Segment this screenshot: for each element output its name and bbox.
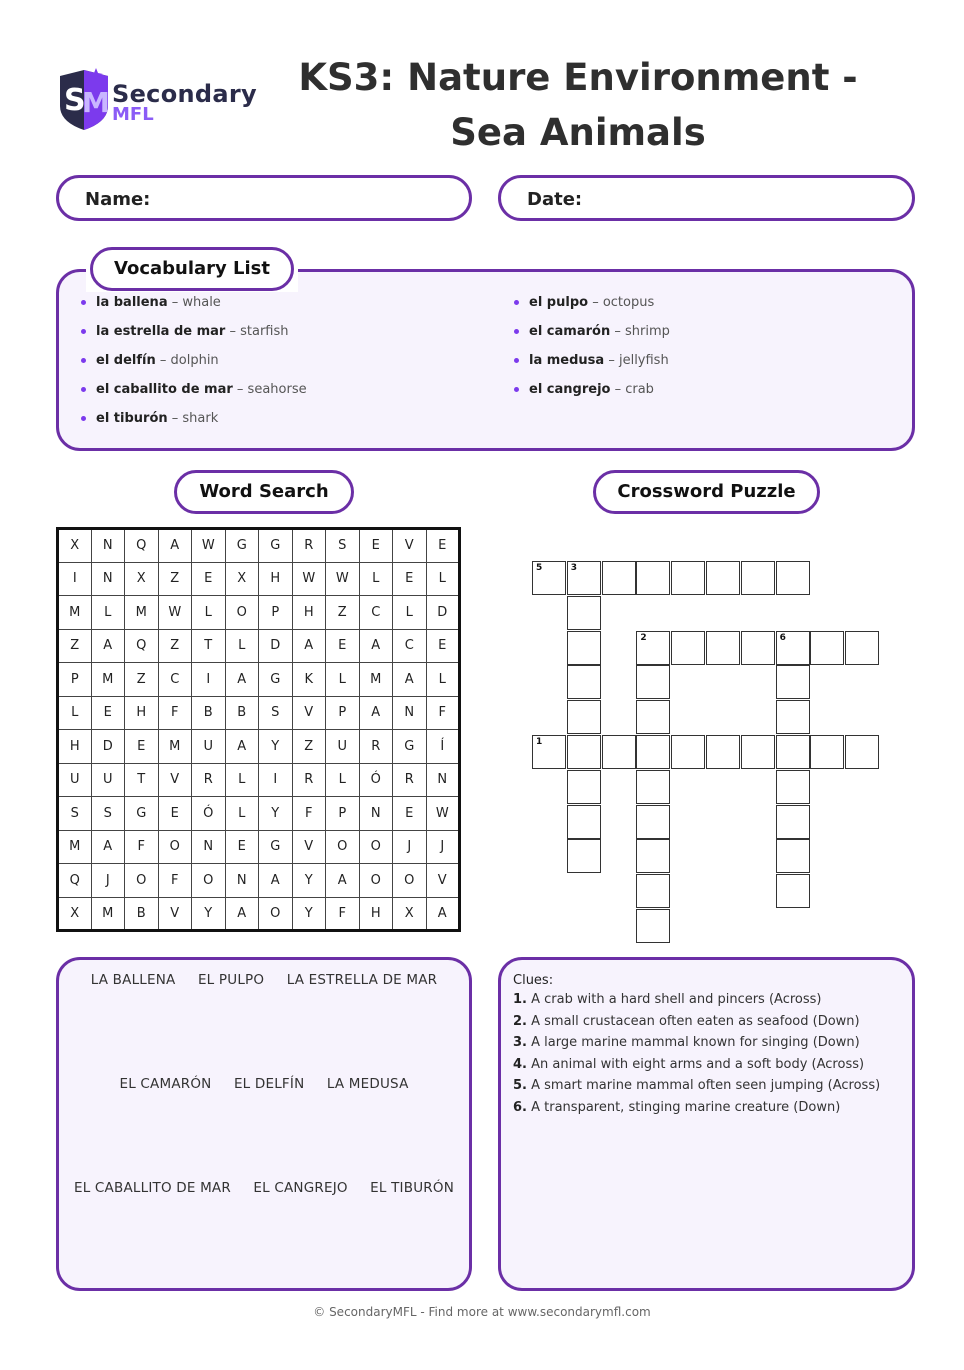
vocab-item: el pulpo – octopus xyxy=(511,293,891,322)
word-list-item: EL TIBURÓN xyxy=(370,1180,454,1196)
word-search-cell[interactable]: V xyxy=(292,830,326,864)
word-search-cell[interactable]: S xyxy=(326,529,360,563)
vocabulary-list-right xyxy=(511,293,891,409)
word-search-cell[interactable]: Y xyxy=(292,897,326,931)
word-search-cell[interactable]: E xyxy=(359,529,393,563)
logo xyxy=(58,66,108,132)
crossword-cell[interactable] xyxy=(776,631,810,665)
word-search-cell[interactable]: M xyxy=(359,663,393,697)
word-list-panel xyxy=(56,957,472,1291)
page-title: KS3: Nature Environment - Sea Animals xyxy=(298,56,858,154)
crossword-cell[interactable] xyxy=(810,631,844,665)
word-search-cell[interactable]: E xyxy=(426,629,460,663)
crossword-cell[interactable] xyxy=(776,665,810,699)
word-search-row xyxy=(58,864,460,898)
word-search-cell[interactable]: L xyxy=(225,629,259,663)
word-search-cell[interactable]: B xyxy=(225,696,259,730)
clue-item: 2. A small crustacean often eaten as seafood (Down) xyxy=(513,1013,860,1029)
word-search-cell[interactable]: W xyxy=(292,562,326,596)
word-search-cell[interactable]: U xyxy=(326,730,360,764)
word-search-cell[interactable]: U xyxy=(192,730,226,764)
footer: © SecondaryMFL - Find more at www.secondarymfl.com xyxy=(313,1305,651,1319)
word-list-row xyxy=(56,972,472,988)
word-search-cell[interactable]: T xyxy=(192,629,226,663)
crossword-cell[interactable] xyxy=(776,839,810,873)
crossword-cell[interactable] xyxy=(636,909,670,943)
vocabulary-heading: Vocabulary List xyxy=(90,247,294,291)
word-search-cell[interactable]: N xyxy=(426,763,460,797)
word-search-cell[interactable]: V xyxy=(426,864,460,898)
crossword-cell[interactable] xyxy=(636,770,670,804)
word-search-cell[interactable]: Ó xyxy=(192,797,226,831)
crossword-cell[interactable] xyxy=(636,805,670,839)
word-search-cell[interactable]: A xyxy=(292,629,326,663)
word-search-cell[interactable]: M xyxy=(91,663,125,697)
clue-item: 3. A large marine mammal known for singing (Down) xyxy=(513,1035,860,1050)
word-search-cell[interactable]: Z xyxy=(292,730,326,764)
word-search-cell[interactable]: G xyxy=(225,529,259,563)
word-search-cell[interactable]: A xyxy=(359,629,393,663)
crossword-cell[interactable] xyxy=(776,700,810,734)
crossword-cell[interactable] xyxy=(776,735,810,769)
word-search-cell[interactable]: R xyxy=(359,730,393,764)
word-search-cell[interactable]: X xyxy=(393,897,427,931)
word-search-cell[interactable]: G xyxy=(259,663,293,697)
crossword-cell[interactable] xyxy=(602,735,636,769)
vocab-item: el camarón – shrimp xyxy=(511,322,891,351)
word-search-cell[interactable]: A xyxy=(91,830,125,864)
logo-text-secondary: Secondary xyxy=(112,80,257,108)
word-search-cell[interactable]: D xyxy=(426,596,460,630)
crossword-cell[interactable] xyxy=(776,561,810,595)
word-search-row xyxy=(58,897,460,931)
word-search-row xyxy=(58,562,460,596)
crossword-cell[interactable] xyxy=(567,631,601,665)
word-search-row xyxy=(58,696,460,730)
word-search-cell[interactable]: N xyxy=(91,562,125,596)
word-search-cell[interactable]: O xyxy=(326,830,360,864)
crossword-cell[interactable] xyxy=(706,561,740,595)
word-search-cell[interactable]: A xyxy=(259,864,293,898)
word-search-cell[interactable]: L xyxy=(326,663,360,697)
vocab-item: la ballena – whale xyxy=(78,293,478,322)
word-search-cell[interactable]: N xyxy=(393,696,427,730)
word-search-cell[interactable]: Z xyxy=(158,562,192,596)
clue-item: 1. A crab with a hard shell and pincers (Across) xyxy=(513,992,822,1007)
word-search-cell[interactable]: E xyxy=(91,696,125,730)
word-search-cell[interactable]: D xyxy=(259,629,293,663)
word-list-item: EL CAMARÓN xyxy=(119,1076,212,1092)
word-search-cell[interactable]: T xyxy=(125,763,159,797)
crossword-heading: Crossword Puzzle xyxy=(593,470,820,514)
word-search-cell[interactable]: Q xyxy=(58,864,92,898)
word-search-cell[interactable]: W xyxy=(326,562,360,596)
word-search-cell[interactable]: Y xyxy=(259,797,293,831)
word-search-cell[interactable]: P xyxy=(326,797,360,831)
word-search-cell[interactable]: M xyxy=(58,830,92,864)
word-list-item: EL CABALLITO DE MAR xyxy=(73,1180,231,1196)
word-search-row xyxy=(58,730,460,764)
vocab-item: el tiburón – shark xyxy=(78,409,478,438)
word-search-cell[interactable]: C xyxy=(359,596,393,630)
word-search-cell[interactable]: N xyxy=(91,529,125,563)
word-search-row xyxy=(58,763,460,797)
word-search-cell[interactable]: I xyxy=(58,562,92,596)
crossword-cell[interactable] xyxy=(567,805,601,839)
crossword-cell[interactable] xyxy=(636,874,670,908)
word-list-item: LA MEDUSA xyxy=(326,1076,409,1092)
word-search-cell[interactable]: F xyxy=(158,696,192,730)
crossword-cell[interactable] xyxy=(741,561,775,595)
word-search-cell[interactable]: O xyxy=(225,596,259,630)
word-search-cell[interactable]: E xyxy=(326,629,360,663)
word-search-cell[interactable]: L xyxy=(359,562,393,596)
word-search-cell[interactable]: P xyxy=(58,663,92,697)
word-search-cell[interactable]: Z xyxy=(58,629,92,663)
name-label: Name: xyxy=(85,189,151,210)
word-search-cell[interactable]: L xyxy=(426,562,460,596)
clue-item: 6. A transparent, stinging marine creature (Down) xyxy=(513,1099,841,1115)
crossword-cell[interactable] xyxy=(636,665,670,699)
word-list-row xyxy=(56,1076,472,1092)
svg-text:M: M xyxy=(82,86,110,119)
word-search-cell[interactable]: W xyxy=(192,529,226,563)
word-search-cell[interactable]: M xyxy=(158,730,192,764)
word-search-cell[interactable]: L xyxy=(326,763,360,797)
word-search-cell[interactable]: Y xyxy=(192,897,226,931)
word-list-item: LA ESTRELLA DE MAR xyxy=(286,972,438,988)
crossword-cell[interactable] xyxy=(671,631,705,665)
word-search-cell[interactable]: K xyxy=(292,663,326,697)
clue-item: 5. A smart marine mammal often seen jumping (Across) xyxy=(513,1078,881,1093)
crossword-cell[interactable] xyxy=(567,665,601,699)
crossword-cell[interactable] xyxy=(671,735,705,769)
clues-title: Clues: xyxy=(513,973,554,988)
word-search-cell[interactable]: V xyxy=(158,897,192,931)
word-search-cell[interactable]: F xyxy=(125,830,159,864)
word-search-cell[interactable]: R xyxy=(292,763,326,797)
word-search-cell[interactable]: P xyxy=(326,696,360,730)
crossword-cell[interactable] xyxy=(845,735,879,769)
word-search-cell[interactable]: C xyxy=(158,663,192,697)
svg-text:S: S xyxy=(64,83,86,118)
word-search-cell[interactable]: V xyxy=(393,529,427,563)
word-search-cell[interactable]: W xyxy=(426,797,460,831)
word-search-cell[interactable]: O xyxy=(359,830,393,864)
word-search-cell[interactable]: O xyxy=(158,830,192,864)
word-search-cell[interactable]: X xyxy=(58,897,92,931)
word-search-cell[interactable]: J xyxy=(393,830,427,864)
word-search-cell[interactable]: Z xyxy=(158,629,192,663)
word-search-cell[interactable]: M xyxy=(91,897,125,931)
word-search-cell[interactable]: A xyxy=(225,730,259,764)
crossword-cell[interactable] xyxy=(741,631,775,665)
word-search-cell[interactable]: I xyxy=(192,663,226,697)
crossword-clue-number: 5 xyxy=(536,563,543,573)
word-search-cell[interactable]: O xyxy=(125,864,159,898)
word-search-cell[interactable]: A xyxy=(158,529,192,563)
word-list-item: EL PULPO xyxy=(197,972,265,988)
word-list-item: EL DELFÍN xyxy=(233,1076,305,1092)
clue-item: 4. An animal with eight arms and a soft body (Across) xyxy=(513,1056,865,1072)
word-search-cell[interactable]: S xyxy=(58,797,92,831)
crossword-clue-number: 6 xyxy=(779,632,786,643)
crossword-cell[interactable] xyxy=(636,631,670,665)
crossword-cell[interactable] xyxy=(602,561,636,595)
word-search-cell[interactable]: R xyxy=(192,763,226,797)
word-search-cell[interactable]: O xyxy=(359,864,393,898)
word-search-cell[interactable]: H xyxy=(259,562,293,596)
word-search-cell[interactable]: X xyxy=(225,562,259,596)
word-search-cell[interactable]: C xyxy=(393,629,427,663)
crossword-cell[interactable] xyxy=(636,561,670,595)
word-search-cell[interactable]: A xyxy=(426,897,460,931)
word-search-cell[interactable]: G xyxy=(259,830,293,864)
word-search-cell[interactable]: N xyxy=(359,797,393,831)
word-list-item: EL CANGREJO xyxy=(253,1180,348,1196)
word-search-cell[interactable]: Q xyxy=(125,629,159,663)
vocab-item: el caballito de mar – seahorse xyxy=(78,380,478,409)
crossword-cell[interactable] xyxy=(532,735,566,769)
word-search-cell[interactable]: E xyxy=(426,529,460,563)
word-search-cell[interactable]: A xyxy=(359,696,393,730)
crossword-cell[interactable] xyxy=(532,561,566,595)
date-field[interactable] xyxy=(498,175,915,221)
crossword-cell[interactable] xyxy=(810,735,844,769)
word-search-cell[interactable]: Ó xyxy=(359,763,393,797)
word-search-row xyxy=(58,629,460,663)
crossword-cell[interactable] xyxy=(567,561,601,595)
word-search-cell[interactable]: E xyxy=(225,830,259,864)
word-search-cell[interactable]: A xyxy=(326,864,360,898)
word-search-cell[interactable]: L xyxy=(91,596,125,630)
logo-shield-icon xyxy=(58,66,110,132)
word-search-cell[interactable]: N xyxy=(192,830,226,864)
crossword-cell[interactable] xyxy=(671,561,705,595)
word-search-cell[interactable]: H xyxy=(125,696,159,730)
word-search-cell[interactable]: H xyxy=(359,897,393,931)
word-search-cell[interactable]: Q xyxy=(125,529,159,563)
word-search-cell[interactable]: B xyxy=(192,696,226,730)
word-search-cell[interactable]: J xyxy=(426,830,460,864)
word-search-cell[interactable]: R xyxy=(292,529,326,563)
word-search-cell[interactable]: Z xyxy=(326,596,360,630)
crossword-cell[interactable] xyxy=(845,631,879,665)
word-search-cell[interactable]: A xyxy=(91,629,125,663)
word-search-heading: Word Search xyxy=(174,470,354,514)
word-search-cell[interactable]: F xyxy=(426,696,460,730)
crossword-cell[interactable] xyxy=(567,596,601,630)
crossword-cell[interactable] xyxy=(636,735,670,769)
word-search-cell[interactable]: G xyxy=(393,730,427,764)
word-search-cell[interactable]: M xyxy=(58,596,92,630)
word-search-cell[interactable]: E xyxy=(158,797,192,831)
word-search-cell[interactable]: G xyxy=(125,797,159,831)
crossword-cell[interactable] xyxy=(567,770,601,804)
word-search-row xyxy=(58,529,460,563)
word-search-cell[interactable]: V xyxy=(292,696,326,730)
word-search-row xyxy=(58,663,460,697)
crossword-cell[interactable] xyxy=(706,735,740,769)
word-search-row xyxy=(58,797,460,831)
word-search-cell[interactable]: L xyxy=(225,763,259,797)
word-search-cell[interactable]: I xyxy=(259,763,293,797)
word-search-cell[interactable]: B xyxy=(125,897,159,931)
word-search-cell[interactable]: Í xyxy=(426,730,460,764)
date-label: Date: xyxy=(527,189,583,210)
word-search-cell[interactable]: R xyxy=(393,763,427,797)
word-search-cell[interactable]: A xyxy=(225,897,259,931)
crossword-cell[interactable] xyxy=(741,735,775,769)
word-search-cell[interactable]: F xyxy=(292,797,326,831)
crossword-cell[interactable] xyxy=(567,839,601,873)
word-search-grid xyxy=(56,527,461,932)
word-search-cell[interactable]: S xyxy=(91,797,125,831)
word-search-cell[interactable]: A xyxy=(225,663,259,697)
word-search-cell[interactable]: O xyxy=(259,897,293,931)
word-search-cell[interactable]: W xyxy=(158,596,192,630)
word-search-cell[interactable]: E xyxy=(393,562,427,596)
word-search-cell[interactable]: F xyxy=(326,897,360,931)
word-search-cell[interactable]: L xyxy=(192,596,226,630)
word-search-cell[interactable]: U xyxy=(58,763,92,797)
word-search-cell[interactable]: M xyxy=(125,596,159,630)
crossword-cell[interactable] xyxy=(776,770,810,804)
word-list-item: LA BALLENA xyxy=(90,972,176,988)
word-search-cell[interactable]: O xyxy=(393,864,427,898)
word-search-cell[interactable]: L xyxy=(393,596,427,630)
vocabulary-list-left xyxy=(78,293,478,438)
word-search-cell[interactable]: P xyxy=(259,596,293,630)
word-search-cell[interactable]: E xyxy=(125,730,159,764)
word-search-cell[interactable]: U xyxy=(91,763,125,797)
crossword-cell[interactable] xyxy=(706,631,740,665)
crossword-cell[interactable] xyxy=(776,874,810,908)
crossword-cell[interactable] xyxy=(636,700,670,734)
vocab-item: la medusa – jellyfish xyxy=(511,351,891,380)
word-search-cell[interactable]: D xyxy=(91,730,125,764)
word-search-cell[interactable]: L xyxy=(58,696,92,730)
vocab-item: la estrella de mar – starfish xyxy=(78,322,478,351)
word-search-cell[interactable]: A xyxy=(393,663,427,697)
word-search-cell[interactable]: S xyxy=(259,696,293,730)
word-search-cell[interactable]: Y xyxy=(292,864,326,898)
name-field[interactable] xyxy=(56,175,472,221)
word-search-cell[interactable]: X xyxy=(125,562,159,596)
crossword-cell[interactable] xyxy=(776,805,810,839)
word-search-row xyxy=(58,830,460,864)
crossword-clue-number: 3 xyxy=(570,563,578,573)
crossword-cell[interactable] xyxy=(567,735,601,769)
word-search-cell[interactable]: L xyxy=(426,663,460,697)
word-search-cell[interactable]: H xyxy=(292,596,326,630)
word-list-row xyxy=(56,1180,472,1196)
vocab-item: el delfín – dolphin xyxy=(78,351,478,380)
word-search-cell[interactable]: E xyxy=(192,562,226,596)
word-search-cell[interactable]: O xyxy=(192,864,226,898)
crossword-cell[interactable] xyxy=(567,700,601,734)
word-search-cell[interactable]: E xyxy=(393,797,427,831)
word-search-cell[interactable]: J xyxy=(91,864,125,898)
word-search-cell[interactable]: F xyxy=(158,864,192,898)
vocab-item: el cangrejo – crab xyxy=(511,380,891,409)
word-search-cell[interactable]: X xyxy=(58,529,92,563)
word-search-cell[interactable]: L xyxy=(225,797,259,831)
crossword-clue-number: 2 xyxy=(640,632,647,643)
crossword-cell[interactable] xyxy=(636,839,670,873)
word-search-cell[interactable]: Z xyxy=(125,663,159,697)
crossword-clue-number: 1 xyxy=(536,737,543,747)
word-search-cell[interactable]: V xyxy=(158,763,192,797)
word-search-cell[interactable]: H xyxy=(58,730,92,764)
logo-text-mfl: MFL xyxy=(112,104,154,125)
word-search-cell[interactable]: G xyxy=(259,529,293,563)
word-search-cell[interactable]: N xyxy=(225,864,259,898)
word-search-cell[interactable]: Y xyxy=(259,730,293,764)
clues-list xyxy=(513,989,908,1118)
word-search-row xyxy=(58,596,460,630)
